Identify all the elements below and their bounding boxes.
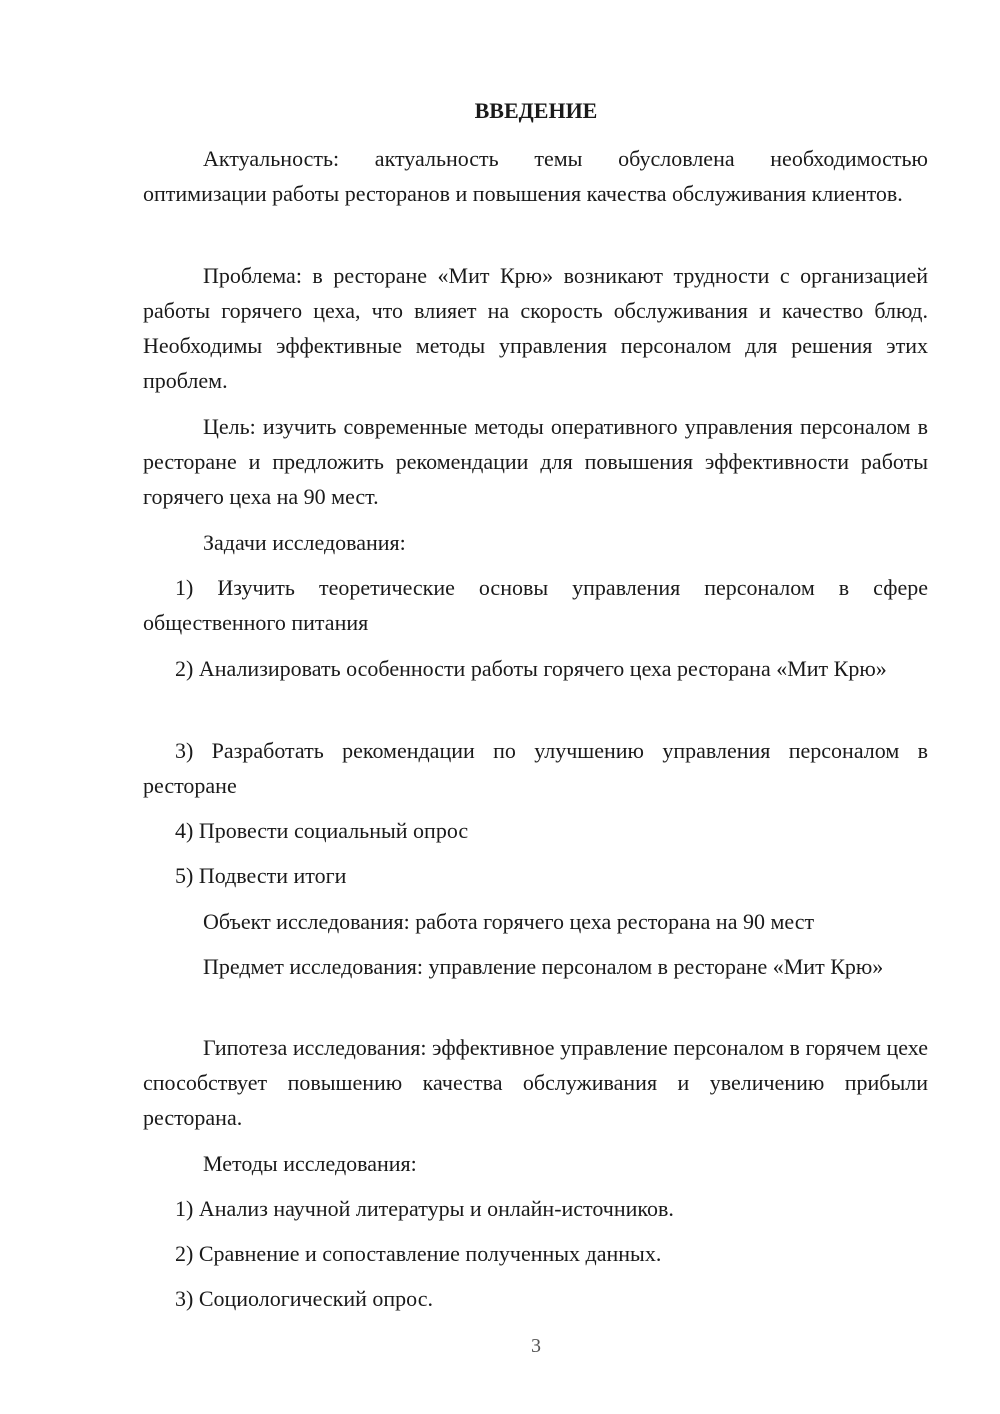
task-item-5: 5) Подвести итоги: [175, 863, 347, 888]
object-paragraph: Объект исследования: работа горячего цеха ресторана на 90 мест: [203, 909, 815, 934]
task-item-3: 3) Разработать рекомендации по улучшению управления персоналом в ресторане: [143, 738, 928, 798]
relevance-paragraph: Актуальность: актуальность темы обусловлена необходимостью оптимизации работы ресторанов и повышения качества обслуживания клиентов.: [143, 146, 928, 206]
task-item-2: 2) Анализировать особенности работы горячего цеха ресторана «Мит Крю»: [175, 656, 887, 681]
problem-paragraph: Проблема: в ресторане «Мит Крю» возникают трудности с организацией работы горячего цеха, что влияет на скорость обслуживания и качество блюд. Необходимы эффективные методы управления персоналом для решения этих проблем.: [143, 263, 928, 393]
method-item-1: 1) Анализ научной литературы и онлайн-источников.: [175, 1196, 674, 1221]
section-heading: ВВЕДЕНИЕ: [474, 98, 598, 123]
method-item-2: 2) Сравнение и сопоставление полученных данных.: [175, 1241, 662, 1266]
task-item-4: 4) Провести социальный опрос: [175, 818, 469, 843]
subject-paragraph: Предмет исследования: управление персоналом в ресторане «Мит Крю»: [203, 954, 884, 979]
task-item-1: 1) Изучить теоретические основы управления персоналом в сфере общественного питания: [143, 575, 928, 635]
methods-title: Методы исследования:: [203, 1151, 417, 1176]
hypothesis-paragraph: Гипотеза исследования: эффективное управление персоналом в горячем цехе способствует повышению качества обслуживания и увеличению прибыли ресторана.: [143, 1035, 928, 1130]
goal-paragraph: Цель: изучить современные методы оперативного управления персоналом в ресторане и предложить рекомендации для повышения эффективности работы горячего цеха на 90 мест.: [143, 414, 928, 509]
method-item-3: 3) Социологический опрос.: [175, 1286, 433, 1311]
page-number: 3: [531, 1335, 541, 1357]
tasks-title: Задачи исследования:: [203, 530, 406, 555]
